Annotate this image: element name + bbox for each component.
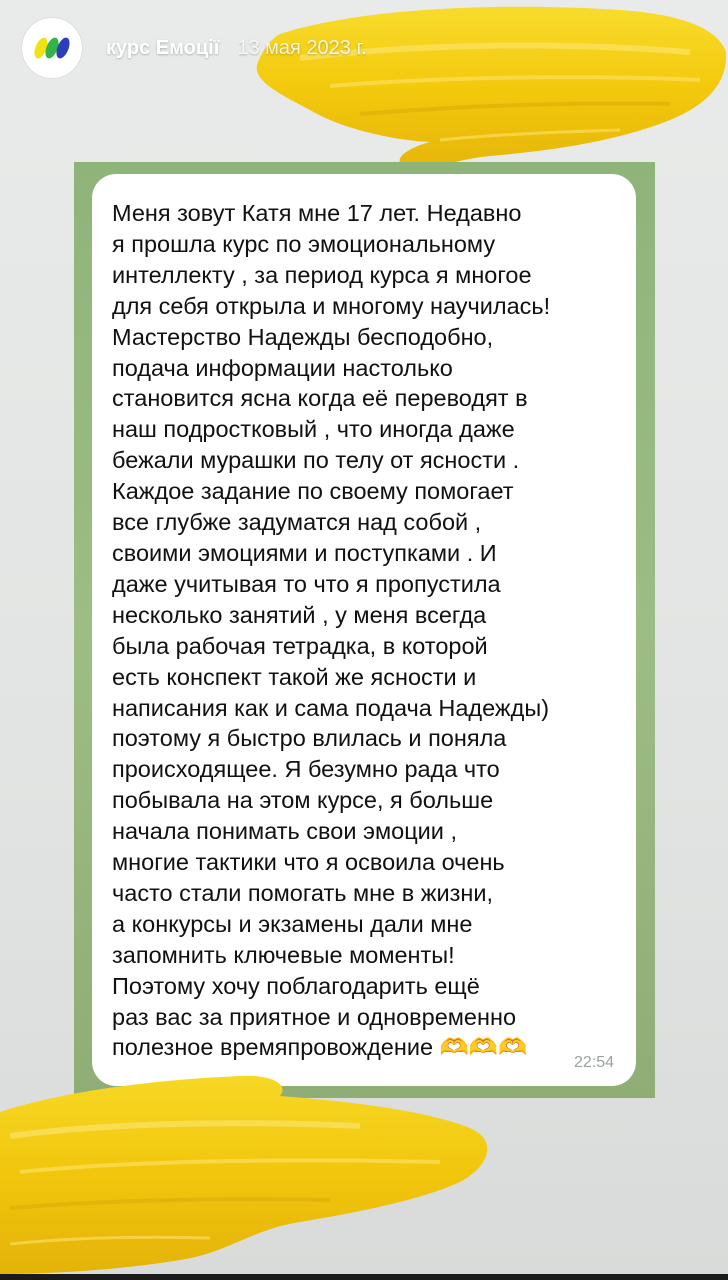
account-avatar[interactable] — [22, 18, 82, 78]
bottom-bar — [0, 1274, 728, 1280]
brand-logo-icon — [22, 18, 82, 78]
post-date: 13 мая 2023 г. — [237, 36, 367, 59]
message-bubble — [92, 174, 636, 1086]
chat-screenshot — [74, 162, 655, 1098]
paint-stroke-bottom — [0, 1062, 500, 1280]
message-text: Меня зовут Катя мне 17 лет. Недавно я прошла курс по эмоциональному интеллекту , за период курса я многое для себя открыла и многому научилась! Мастерство Надежды бесподобно, подача информации настолько становится ясна когда её переводят в наш подростковый , что иногда даже бежали мурашки по телу от ясности . Каждое задание по своему помогает все глубже задуматся над собой , своими эмоциями и поступками . И даже учитывая то что я пропустила несколько занятий , у меня всегда была рабочая тетрадка, в которой есть конспект такой же ясности и написания как и сама подача Надежды) поэтому я быстро влилась и поняла происходящее. Я безумно рада что побывала на этом курсе, я больше начала понимать свои эмоции , многие тактики что я освоила очень часто стали помогать мне в жизни, а конкурсы и экзамены дали мне запомнить ключевые моменты! Поэтому хочу поблагодарить ещё раз вас за приятное и одновременно полезное времяпровождение 🫶🫶🫶 — [112, 200, 551, 1061]
account-name[interactable]: курс Емоції — [106, 36, 220, 59]
message-time: 22:54 — [573, 1054, 614, 1071]
story-header — [22, 18, 367, 78]
